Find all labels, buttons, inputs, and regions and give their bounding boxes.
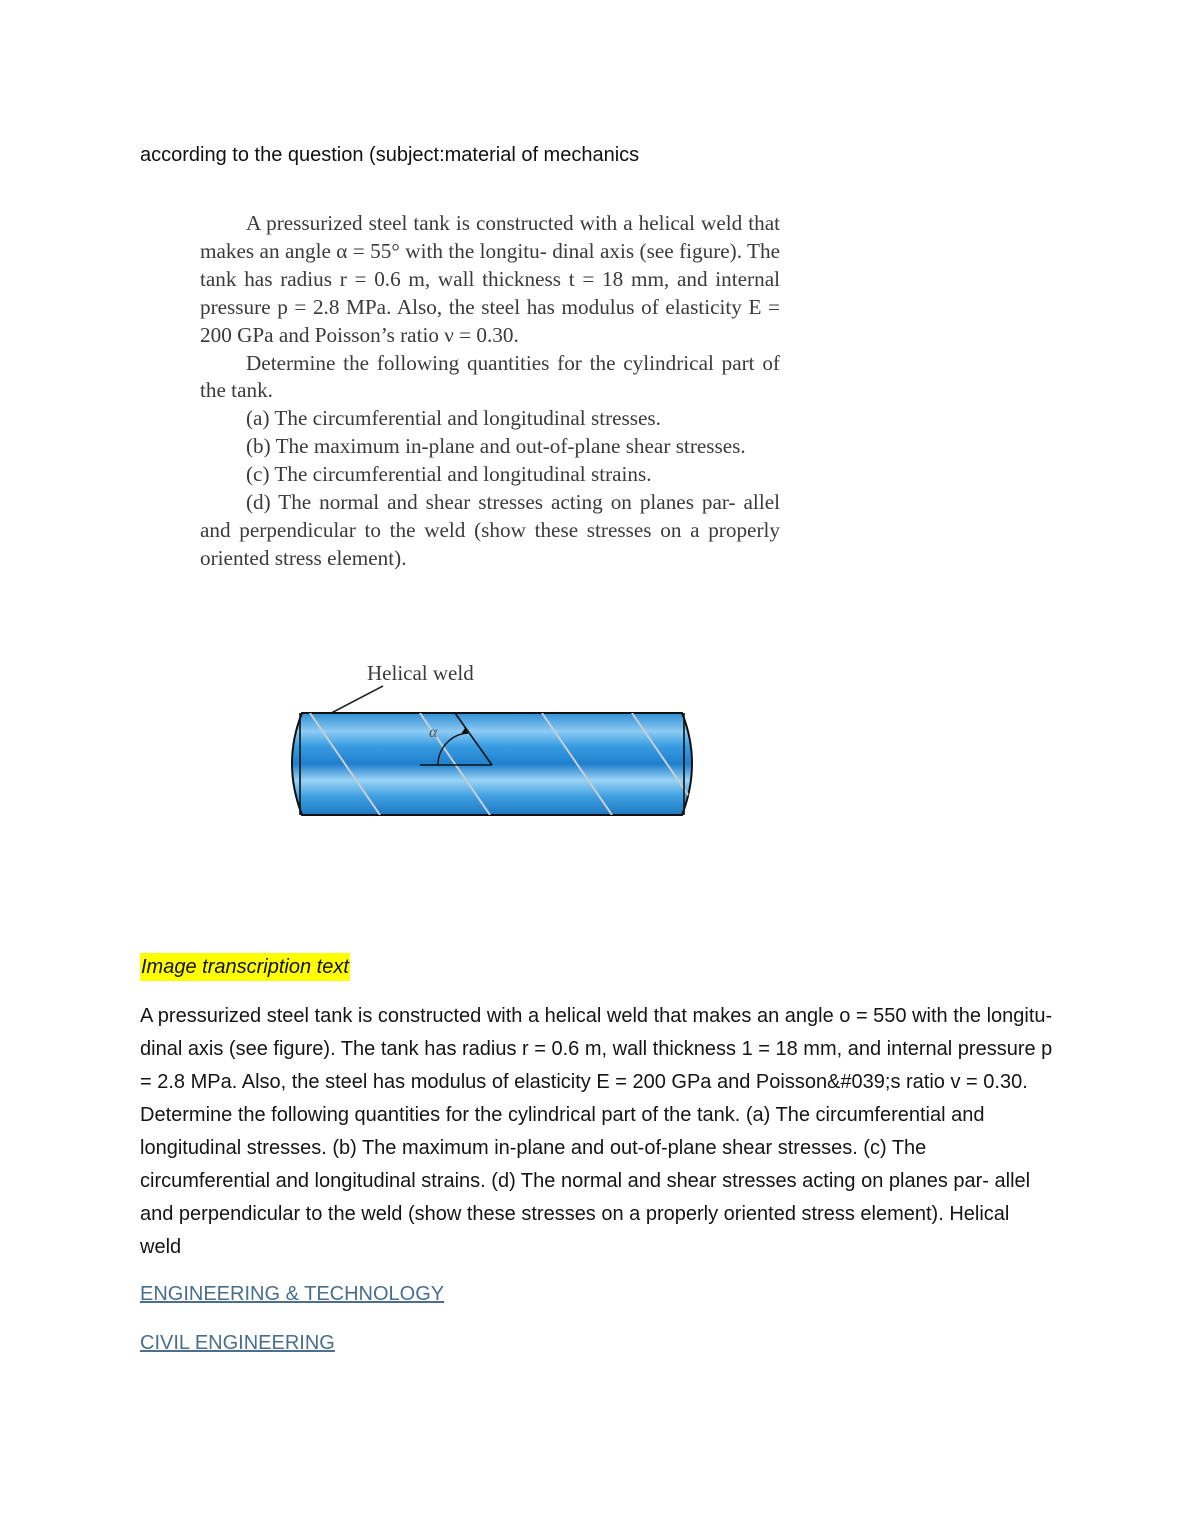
tag-link-engineering-technology[interactable]: ENGINEERING & TECHNOLOGY [140,1283,445,1305]
tank-diagram [270,655,720,830]
figure-label: Helical weld [367,661,474,685]
problem-paragraph-2: Determine the following quantities for the cylindrical part of the tank. [200,350,780,403]
transcription-text: A pressurized steel tank is constructed with a helical weld that makes an angle o = 550 with the longitu- dinal axis (see figure). The tank has radius r = 0.6 m, wall thickness 1 = 18 mm, and internal pressure p = 2.8 MPa. Also, the steel has modulus of elasticity E = 200 GPa and Poisson&#039;s ratio v = 0.30. Determine the following quantities for the cylindrical part of the tank. (a) The circumferential and longitudinal stresses. (b) The maximum in-plane and out-of-plane shear stresses. (c) The circumferential and longitudinal strains. (d) The normal and shear stresses acting on planes par- allel and perpendicular to the weld (show these stresses on a properly oriented stress element). Helical weld [140,1005,1053,1258]
problem-item-d: (d) The normal and shear stresses acting on planes par- allel and perpendicular to the weld (show these stresses on a properly oriented stress element). [200,490,780,570]
intro-text: according to the question (subject:material of mechanics [140,144,640,166]
problem-image [200,210,780,573]
problem-item-c: (c) The circumferential and longitudinal strains. [246,462,652,487]
problem-paragraph-1: A pressurized steel tank is constructed with a helical weld that makes an angle α = 55° with the longitu- dinal axis (see figure). The tank has radius r = 0.6 m, wall thickness t = 18 mm, and internal pressure p = 2.8 MPa. Also, the steel has modulus of elasticity E = 200 GPa and Poisson’s ratio ν = 0.30. [200,211,780,347]
tank-figure [270,655,720,830]
angle-symbol: α [429,724,438,741]
tag-link-civil-engineering[interactable]: CIVIL ENGINEERING [140,1332,335,1354]
transcription-heading: Image transcription text [140,953,350,981]
problem-item-b: (b) The maximum in-plane and out-of-plane shear stresses. [246,434,746,459]
problem-item-a: (a) The circumferential and longitudinal stresses. [246,406,661,431]
